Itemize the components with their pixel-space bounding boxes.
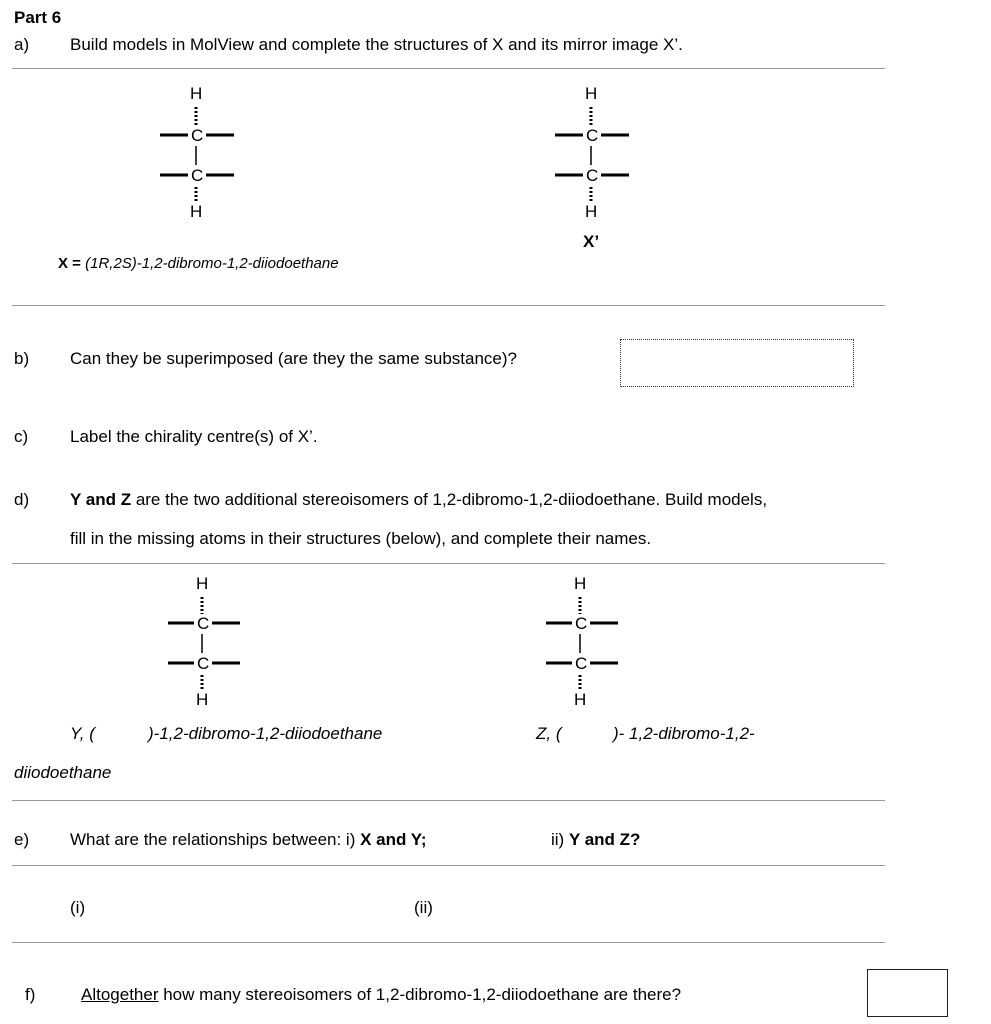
question-c-text: Label the chirality centre(s) of X’.: [70, 427, 318, 446]
y-prefix: Y, (: [70, 724, 95, 743]
question-d-line2: fill in the missing atoms in their structures (below), and complete their names.: [70, 529, 652, 548]
question-d-line1: [70, 490, 767, 510]
question-e-prefix: What are the relationships between: i): [70, 830, 361, 849]
question-e-text: [70, 830, 427, 850]
question-a-text: Build models in MolView and complete the structures of X and its mirror image X’.: [70, 35, 683, 54]
structure-z: [536, 574, 636, 714]
divider: [12, 942, 885, 943]
atom-h-bottom: H: [574, 690, 587, 709]
structure-y: [158, 574, 258, 714]
question-b-text: Can they be superimposed (are they the same substance)?: [70, 349, 517, 368]
atom-h-top: H: [196, 574, 209, 593]
atom-h-bottom: H: [585, 202, 598, 221]
z-prefix: Z, (: [536, 724, 562, 743]
atom-c2: C: [191, 166, 204, 185]
atom-h-top: H: [190, 84, 203, 103]
x-name: (1R,2S)-1,2-dibromo-1,2-diiodoethane: [85, 255, 339, 272]
question-d-label: d): [14, 490, 30, 509]
answer-label-i: (i): [70, 898, 86, 917]
atom-h-bottom: H: [190, 202, 203, 221]
atom-c1: C: [575, 614, 588, 633]
atom-c1: C: [191, 126, 204, 145]
part-title: Part 6: [14, 8, 62, 27]
atom-h-top: H: [585, 84, 598, 103]
bond-lines: [150, 84, 250, 224]
question-e-label: e): [14, 830, 30, 849]
divider: [12, 68, 885, 69]
x-prime-label: X’: [583, 232, 600, 251]
x-equals: X =: [58, 255, 81, 272]
atom-h-top: H: [574, 574, 587, 593]
question-e-part-ii: [551, 830, 640, 850]
atom-c1: C: [586, 126, 599, 145]
part-ii-marker: ii): [551, 830, 569, 849]
atom-c2: C: [575, 654, 588, 673]
question-c-label: c): [14, 427, 29, 446]
question-f-rest: how many stereoisomers of 1,2-dibromo-1,2-diiodoethane are there?: [158, 985, 682, 1004]
bond-lines: [545, 84, 645, 224]
x-name-line: [58, 255, 339, 272]
x-and-y: X and Y;: [360, 830, 427, 849]
y-and-z: Y and Z: [70, 490, 132, 509]
y-and-z: Y and Z?: [568, 830, 641, 849]
question-f-underlined: Altogether: [81, 985, 159, 1004]
divider: [12, 800, 885, 801]
answer-box-f[interactable]: [867, 969, 948, 1017]
z-suffix: )- 1,2-dibromo-1,2-: [613, 724, 755, 743]
atom-c2: C: [586, 166, 599, 185]
atom-c2: C: [197, 654, 210, 673]
structure-x: [150, 84, 250, 224]
z-suffix-wrap: diiodoethane: [14, 763, 112, 782]
question-f-text: [81, 985, 681, 1005]
y-suffix: )-1,2-dibromo-1,2-diiodoethane: [148, 724, 383, 743]
question-f-label: f): [25, 985, 36, 1004]
atom-c1: C: [197, 614, 210, 633]
answer-box-b[interactable]: [620, 339, 854, 387]
question-b-label: b): [14, 349, 30, 368]
question-d-line1-rest: are the two additional stereoisomers of 1,2-dibromo-1,2-diiodoethane. Build models,: [131, 490, 768, 509]
divider: [12, 865, 885, 866]
divider: [12, 305, 885, 306]
structure-x-prime: [545, 84, 645, 224]
bond-lines: [158, 574, 258, 714]
question-a-label: a): [14, 35, 30, 54]
divider: [12, 563, 885, 564]
answer-label-ii: (ii): [414, 898, 433, 917]
atom-h-bottom: H: [196, 690, 209, 709]
bond-lines: [536, 574, 636, 714]
